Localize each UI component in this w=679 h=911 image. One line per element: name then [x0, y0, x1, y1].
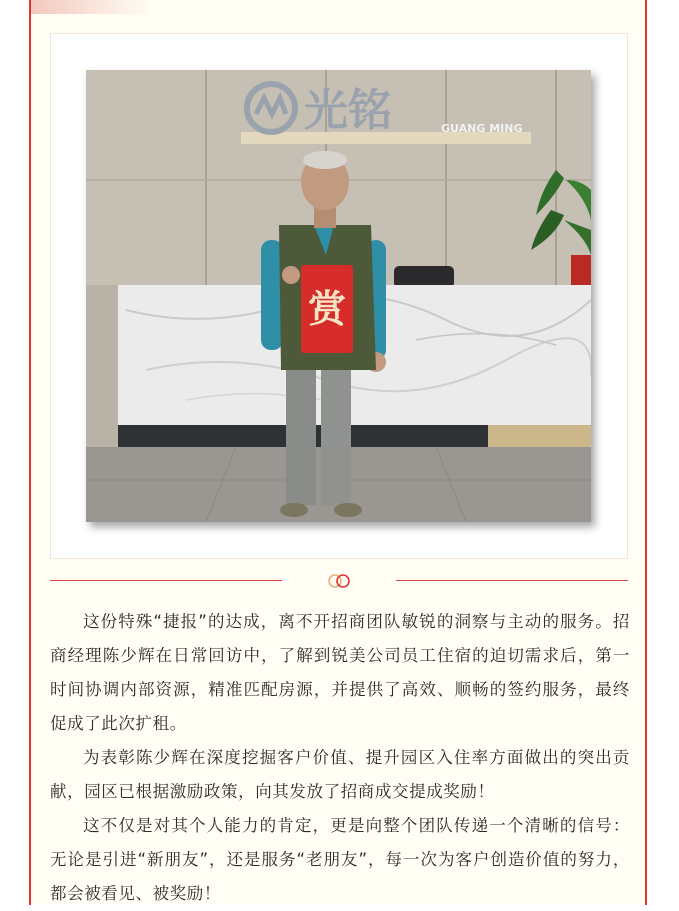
logo-subtext: GUANG MING	[441, 122, 523, 135]
double-ring-icon	[326, 573, 354, 589]
article-body	[50, 605, 630, 911]
award-photo	[86, 70, 591, 522]
section-divider	[50, 573, 628, 589]
divider-line-left	[50, 580, 282, 581]
paragraph-1: 这份特殊“捷报”的达成，离不开招商团队敏锐的洞察与主动的服务。招商经理陈少辉在日常回访中，了解到锐美公司员工住宿的迫切需求后，第一时间协调内部资源，精准匹配房源，并提供了高效、顺畅的签约服务，最终促成了此次扩租。	[50, 612, 630, 733]
envelope-text: 赏	[307, 286, 347, 331]
logo-text: 光铭	[304, 85, 392, 136]
paragraph-3: 这不仅是对其个人能力的肯定，更是向整个团队传递一个清晰的信号：无论是引进“新朋友”，还是服务“老朋友”，每一次为客户创造价值的努力，都会被看见、被奖励！	[50, 816, 630, 903]
divider-line-right	[396, 580, 628, 581]
paragraph-2: 为表彰陈少辉在深度挖掘客户价值、提升园区入住率方面做出的突出贡献，园区已根据激励政策，向其发放了招商成交提成奖励！	[50, 748, 630, 801]
corner-accent	[31, 0, 151, 14]
